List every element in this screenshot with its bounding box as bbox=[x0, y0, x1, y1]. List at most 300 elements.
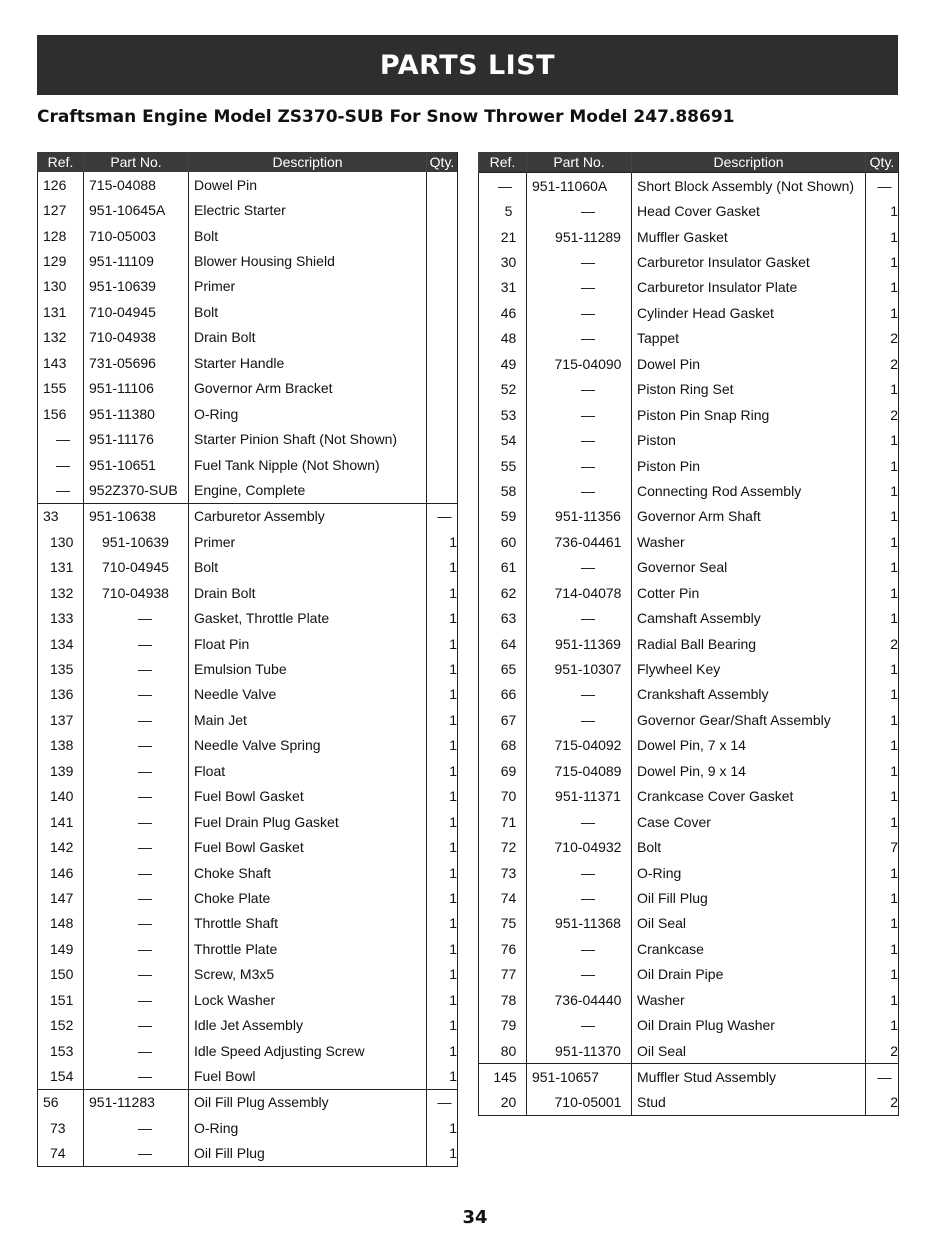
description-cell: Piston bbox=[632, 427, 866, 452]
qty-cell: 1 bbox=[427, 860, 458, 885]
description-cell: Oil Seal bbox=[632, 911, 866, 936]
table-row bbox=[38, 172, 458, 197]
qty-cell: 1 bbox=[427, 733, 458, 758]
table-row bbox=[479, 656, 899, 681]
description-cell: Crankcase bbox=[632, 936, 866, 961]
qty-cell: 1 bbox=[866, 809, 899, 834]
qty-cell: 2 bbox=[866, 351, 899, 376]
part-no-cell: 951-10651 bbox=[84, 452, 189, 477]
part-no-cell: — bbox=[527, 377, 632, 402]
qty-cell: — bbox=[866, 1064, 899, 1090]
description-cell: Emulsion Tube bbox=[189, 656, 427, 681]
qty-cell: 1 bbox=[866, 580, 899, 605]
qty-cell: 1 bbox=[427, 656, 458, 681]
part-no-cell: — bbox=[527, 453, 632, 478]
table-row bbox=[479, 605, 899, 630]
qty-cell: 1 bbox=[866, 962, 899, 987]
part-no-cell: 710-04945 bbox=[84, 555, 189, 580]
qty-cell: 1 bbox=[866, 275, 899, 300]
part-no-cell: 710-05003 bbox=[84, 223, 189, 248]
part-no-cell: 951-11368 bbox=[527, 911, 632, 936]
ref-cell: 59 bbox=[479, 504, 527, 529]
qty-cell: 1 bbox=[427, 1063, 458, 1089]
qty-cell: 1 bbox=[866, 733, 899, 758]
parts-table-right bbox=[478, 152, 899, 1116]
part-no-cell: — bbox=[527, 682, 632, 707]
part-no-cell: 715-04092 bbox=[527, 733, 632, 758]
table-row bbox=[479, 580, 899, 605]
table-header-row bbox=[38, 152, 458, 172]
table-row bbox=[479, 555, 899, 580]
ref-cell: 21 bbox=[479, 224, 527, 249]
description-cell: Needle Valve bbox=[189, 682, 427, 707]
table-row bbox=[38, 1089, 458, 1115]
qty-cell: 1 bbox=[866, 682, 899, 707]
table-row bbox=[479, 733, 899, 758]
part-no-cell: 715-04088 bbox=[84, 172, 189, 197]
qty-cell bbox=[427, 223, 458, 248]
table-row bbox=[38, 477, 458, 503]
description-cell: Float Pin bbox=[189, 631, 427, 656]
header-description: Description bbox=[632, 152, 866, 173]
part-no-cell: — bbox=[84, 1012, 189, 1037]
table-row bbox=[38, 197, 458, 222]
table-row bbox=[38, 733, 458, 758]
header-part-no: Part No. bbox=[527, 152, 632, 173]
qty-cell bbox=[427, 376, 458, 401]
part-no-cell: — bbox=[527, 275, 632, 300]
ref-cell: 80 bbox=[479, 1038, 527, 1064]
ref-cell: 149 bbox=[38, 936, 84, 961]
description-cell: Oil Drain Plug Washer bbox=[632, 1012, 866, 1037]
ref-cell: 130 bbox=[38, 529, 84, 554]
part-no-cell: 951-11356 bbox=[527, 504, 632, 529]
table-row bbox=[479, 962, 899, 987]
table-row bbox=[38, 1038, 458, 1063]
qty-cell: 1 bbox=[866, 784, 899, 809]
part-no-cell: — bbox=[84, 936, 189, 961]
qty-cell: 1 bbox=[866, 987, 899, 1012]
part-no-cell: 951-11380 bbox=[84, 401, 189, 426]
qty-cell: — bbox=[427, 503, 458, 529]
table-row bbox=[38, 682, 458, 707]
table-row bbox=[38, 350, 458, 375]
qty-cell: 1 bbox=[866, 656, 899, 681]
part-no-cell: 951-11106 bbox=[84, 376, 189, 401]
description-cell: Governor Arm Bracket bbox=[189, 376, 427, 401]
table-row bbox=[38, 325, 458, 350]
parts-table-left bbox=[37, 152, 458, 1167]
table-row bbox=[479, 402, 899, 427]
ref-cell: 53 bbox=[479, 402, 527, 427]
part-no-cell: — bbox=[527, 478, 632, 503]
part-no-cell: 951-11176 bbox=[84, 426, 189, 451]
header-ref: Ref. bbox=[38, 152, 84, 172]
part-no-cell: 951-11283 bbox=[84, 1089, 189, 1115]
part-no-cell: — bbox=[84, 733, 189, 758]
table-row bbox=[38, 1141, 458, 1167]
part-no-cell: — bbox=[527, 326, 632, 351]
ref-cell: 133 bbox=[38, 605, 84, 630]
part-no-cell: — bbox=[527, 962, 632, 987]
qty-cell: 1 bbox=[866, 249, 899, 274]
part-no-cell: 951-10639 bbox=[84, 529, 189, 554]
qty-cell: 1 bbox=[427, 911, 458, 936]
description-cell: Idle Speed Adjusting Screw bbox=[189, 1038, 427, 1063]
ref-cell: 77 bbox=[479, 962, 527, 987]
table-row bbox=[38, 555, 458, 580]
qty-cell: 1 bbox=[866, 427, 899, 452]
description-cell: Float bbox=[189, 758, 427, 783]
qty-cell: — bbox=[427, 1089, 458, 1115]
table-row bbox=[38, 503, 458, 529]
ref-cell: — bbox=[479, 173, 527, 199]
qty-cell: 1 bbox=[866, 936, 899, 961]
table-row bbox=[38, 860, 458, 885]
table-row bbox=[479, 275, 899, 300]
qty-cell: 2 bbox=[866, 402, 899, 427]
part-no-cell: — bbox=[527, 605, 632, 630]
part-no-cell: — bbox=[84, 707, 189, 732]
table-row bbox=[38, 987, 458, 1012]
table-row bbox=[479, 249, 899, 274]
description-cell: Drain Bolt bbox=[189, 325, 427, 350]
description-cell: Electric Starter bbox=[189, 197, 427, 222]
qty-cell bbox=[427, 426, 458, 451]
qty-cell: — bbox=[866, 173, 899, 199]
ref-cell: — bbox=[38, 477, 84, 503]
description-cell: Bolt bbox=[189, 555, 427, 580]
ref-cell: 46 bbox=[479, 300, 527, 325]
qty-cell: 1 bbox=[427, 784, 458, 809]
description-cell: Lock Washer bbox=[189, 987, 427, 1012]
ref-cell: 152 bbox=[38, 1012, 84, 1037]
ref-cell: 132 bbox=[38, 325, 84, 350]
qty-cell: 1 bbox=[427, 555, 458, 580]
part-no-cell: 736-04440 bbox=[527, 987, 632, 1012]
description-cell: Primer bbox=[189, 529, 427, 554]
qty-cell: 1 bbox=[427, 834, 458, 859]
description-cell: Washer bbox=[632, 529, 866, 554]
ref-cell: 78 bbox=[479, 987, 527, 1012]
part-no-cell: — bbox=[527, 809, 632, 834]
part-no-cell: 951-11289 bbox=[527, 224, 632, 249]
qty-cell: 1 bbox=[866, 529, 899, 554]
ref-cell: 131 bbox=[38, 555, 84, 580]
page-subtitle: Craftsman Engine Model ZS370-SUB For Snow Thrower Model 247.88691 bbox=[37, 107, 735, 127]
ref-cell: 72 bbox=[479, 834, 527, 859]
part-no-cell: — bbox=[84, 1141, 189, 1167]
qty-cell: 7 bbox=[866, 834, 899, 859]
ref-cell: 140 bbox=[38, 784, 84, 809]
qty-cell bbox=[427, 172, 458, 197]
part-no-cell: — bbox=[527, 885, 632, 910]
qty-cell: 1 bbox=[427, 809, 458, 834]
ref-cell: 134 bbox=[38, 631, 84, 656]
part-no-cell: — bbox=[84, 631, 189, 656]
ref-cell: 48 bbox=[479, 326, 527, 351]
description-cell: Carburetor Assembly bbox=[189, 503, 427, 529]
qty-cell: 1 bbox=[427, 682, 458, 707]
qty-cell: 1 bbox=[866, 377, 899, 402]
description-cell: Piston Pin bbox=[632, 453, 866, 478]
description-cell: Head Cover Gasket bbox=[632, 198, 866, 223]
part-no-cell: — bbox=[527, 249, 632, 274]
description-cell: Governor Gear/Shaft Assembly bbox=[632, 707, 866, 732]
part-no-cell: 715-04089 bbox=[527, 758, 632, 783]
ref-cell: 142 bbox=[38, 834, 84, 859]
qty-cell: 1 bbox=[427, 631, 458, 656]
ref-cell: 129 bbox=[38, 248, 84, 273]
ref-cell: 154 bbox=[38, 1063, 84, 1089]
qty-cell: 1 bbox=[866, 885, 899, 910]
description-cell: Oil Seal bbox=[632, 1038, 866, 1064]
part-no-cell: 731-05696 bbox=[84, 350, 189, 375]
banner-title: PARTS LIST bbox=[379, 49, 556, 81]
table-row bbox=[38, 605, 458, 630]
qty-cell: 2 bbox=[866, 326, 899, 351]
ref-cell: 56 bbox=[38, 1089, 84, 1115]
part-no-cell: 951-11369 bbox=[527, 631, 632, 656]
description-cell: Stud bbox=[632, 1090, 866, 1116]
table-row bbox=[38, 707, 458, 732]
ref-cell: 73 bbox=[38, 1115, 84, 1140]
qty-cell bbox=[427, 477, 458, 503]
table-row bbox=[38, 223, 458, 248]
ref-cell: 143 bbox=[38, 350, 84, 375]
part-no-cell: — bbox=[84, 758, 189, 783]
ref-cell: 137 bbox=[38, 707, 84, 732]
description-cell: Governor Arm Shaft bbox=[632, 504, 866, 529]
qty-cell: 1 bbox=[427, 1012, 458, 1037]
table-row bbox=[479, 911, 899, 936]
description-cell: Main Jet bbox=[189, 707, 427, 732]
ref-cell: 20 bbox=[479, 1090, 527, 1116]
ref-cell: 127 bbox=[38, 197, 84, 222]
ref-cell: 70 bbox=[479, 784, 527, 809]
part-no-cell: — bbox=[84, 834, 189, 859]
ref-cell: 146 bbox=[38, 860, 84, 885]
ref-cell: 148 bbox=[38, 911, 84, 936]
ref-cell: 76 bbox=[479, 936, 527, 961]
table-row bbox=[479, 631, 899, 656]
part-no-cell: — bbox=[527, 198, 632, 223]
description-cell: Idle Jet Assembly bbox=[189, 1012, 427, 1037]
part-no-cell: 736-04461 bbox=[527, 529, 632, 554]
part-no-cell: — bbox=[84, 1063, 189, 1089]
table-row bbox=[38, 631, 458, 656]
table-row bbox=[479, 504, 899, 529]
table-row bbox=[38, 1063, 458, 1089]
description-cell: Dowel Pin, 7 x 14 bbox=[632, 733, 866, 758]
description-cell: O-Ring bbox=[189, 1115, 427, 1140]
description-cell: Crankshaft Assembly bbox=[632, 682, 866, 707]
table-row bbox=[479, 224, 899, 249]
qty-cell bbox=[427, 299, 458, 324]
ref-cell: 145 bbox=[479, 1064, 527, 1090]
description-cell: Case Cover bbox=[632, 809, 866, 834]
header-description: Description bbox=[189, 152, 427, 172]
qty-cell: 1 bbox=[427, 885, 458, 910]
table-row bbox=[38, 1012, 458, 1037]
part-no-cell: — bbox=[84, 1115, 189, 1140]
table-row bbox=[38, 809, 458, 834]
description-cell: Starter Handle bbox=[189, 350, 427, 375]
ref-cell: 150 bbox=[38, 962, 84, 987]
table-row bbox=[38, 401, 458, 426]
table-row bbox=[38, 962, 458, 987]
ref-cell: 75 bbox=[479, 911, 527, 936]
header-ref: Ref. bbox=[479, 152, 527, 173]
ref-cell: 55 bbox=[479, 453, 527, 478]
part-no-cell: — bbox=[84, 911, 189, 936]
description-cell: Piston Pin Snap Ring bbox=[632, 402, 866, 427]
ref-cell: 71 bbox=[479, 809, 527, 834]
ref-cell: 155 bbox=[38, 376, 84, 401]
qty-cell: 1 bbox=[866, 224, 899, 249]
table-row bbox=[479, 1038, 899, 1064]
header-qty: Qty. bbox=[427, 152, 458, 172]
part-no-cell: 710-04945 bbox=[84, 299, 189, 324]
qty-cell bbox=[427, 197, 458, 222]
part-no-cell: 951-10639 bbox=[84, 274, 189, 299]
ref-cell: 60 bbox=[479, 529, 527, 554]
ref-cell: 66 bbox=[479, 682, 527, 707]
description-cell: Carburetor Insulator Gasket bbox=[632, 249, 866, 274]
part-no-cell: 951-10307 bbox=[527, 656, 632, 681]
part-no-cell: 951-10638 bbox=[84, 503, 189, 529]
table-row bbox=[479, 326, 899, 351]
part-no-cell: — bbox=[527, 300, 632, 325]
table-row bbox=[479, 1090, 899, 1116]
qty-cell bbox=[427, 248, 458, 273]
ref-cell: 58 bbox=[479, 478, 527, 503]
part-no-cell: 951-11109 bbox=[84, 248, 189, 273]
qty-cell bbox=[427, 350, 458, 375]
ref-cell: 67 bbox=[479, 707, 527, 732]
part-no-cell: 951-11060A bbox=[527, 173, 632, 199]
table-row bbox=[38, 529, 458, 554]
description-cell: Fuel Drain Plug Gasket bbox=[189, 809, 427, 834]
description-cell: Bolt bbox=[632, 834, 866, 859]
description-cell: Governor Seal bbox=[632, 555, 866, 580]
table-row bbox=[479, 300, 899, 325]
table-header-row bbox=[479, 152, 899, 173]
ref-cell: 156 bbox=[38, 401, 84, 426]
part-no-cell: 715-04090 bbox=[527, 351, 632, 376]
qty-cell: 1 bbox=[427, 758, 458, 783]
description-cell: Bolt bbox=[189, 223, 427, 248]
qty-cell bbox=[427, 325, 458, 350]
parts-list-banner bbox=[37, 35, 898, 95]
qty-cell: 1 bbox=[866, 300, 899, 325]
part-no-cell: 710-04938 bbox=[84, 580, 189, 605]
table-row bbox=[38, 426, 458, 451]
ref-cell: 73 bbox=[479, 860, 527, 885]
description-cell: Carburetor Insulator Plate bbox=[632, 275, 866, 300]
description-cell: Oil Fill Plug bbox=[189, 1141, 427, 1167]
ref-cell: 64 bbox=[479, 631, 527, 656]
table-row bbox=[38, 1115, 458, 1140]
ref-cell: 139 bbox=[38, 758, 84, 783]
part-no-cell: 952Z370-SUB bbox=[84, 477, 189, 503]
ref-cell: 65 bbox=[479, 656, 527, 681]
table-row bbox=[38, 834, 458, 859]
description-cell: Crankcase Cover Gasket bbox=[632, 784, 866, 809]
ref-cell: 131 bbox=[38, 299, 84, 324]
description-cell: Cylinder Head Gasket bbox=[632, 300, 866, 325]
table-row bbox=[38, 274, 458, 299]
description-cell: O-Ring bbox=[632, 860, 866, 885]
part-no-cell: — bbox=[527, 402, 632, 427]
description-cell: Engine, Complete bbox=[189, 477, 427, 503]
part-no-cell: — bbox=[527, 707, 632, 732]
qty-cell: 1 bbox=[866, 605, 899, 630]
ref-cell: 61 bbox=[479, 555, 527, 580]
part-no-cell: 710-05001 bbox=[527, 1090, 632, 1116]
table-row bbox=[479, 834, 899, 859]
description-cell: Piston Ring Set bbox=[632, 377, 866, 402]
description-cell: Throttle Plate bbox=[189, 936, 427, 961]
ref-cell: 54 bbox=[479, 427, 527, 452]
description-cell: Cotter Pin bbox=[632, 580, 866, 605]
part-no-cell: 951-10657 bbox=[527, 1064, 632, 1090]
description-cell: Drain Bolt bbox=[189, 580, 427, 605]
part-no-cell: — bbox=[84, 987, 189, 1012]
description-cell: Primer bbox=[189, 274, 427, 299]
table-row bbox=[479, 860, 899, 885]
ref-cell: 79 bbox=[479, 1012, 527, 1037]
qty-cell bbox=[427, 452, 458, 477]
ref-cell: 68 bbox=[479, 733, 527, 758]
ref-cell: 31 bbox=[479, 275, 527, 300]
part-no-cell: — bbox=[527, 555, 632, 580]
part-no-cell: 951-10645A bbox=[84, 197, 189, 222]
qty-cell bbox=[427, 274, 458, 299]
description-cell: Radial Ball Bearing bbox=[632, 631, 866, 656]
description-cell: O-Ring bbox=[189, 401, 427, 426]
table-row bbox=[479, 351, 899, 376]
description-cell: Oil Fill Plug Assembly bbox=[189, 1089, 427, 1115]
table-row bbox=[38, 885, 458, 910]
description-cell: Starter Pinion Shaft (Not Shown) bbox=[189, 426, 427, 451]
table-row bbox=[479, 707, 899, 732]
table-row bbox=[479, 198, 899, 223]
qty-cell: 1 bbox=[427, 1115, 458, 1140]
table-row bbox=[479, 936, 899, 961]
ref-cell: — bbox=[38, 452, 84, 477]
header-qty: Qty. bbox=[866, 152, 899, 173]
table-row bbox=[479, 682, 899, 707]
description-cell: Fuel Bowl Gasket bbox=[189, 834, 427, 859]
part-no-cell: — bbox=[84, 605, 189, 630]
table-row bbox=[38, 784, 458, 809]
qty-cell bbox=[427, 401, 458, 426]
ref-cell: 30 bbox=[479, 249, 527, 274]
part-no-cell: — bbox=[527, 427, 632, 452]
qty-cell: 1 bbox=[866, 555, 899, 580]
part-no-cell: 714-04078 bbox=[527, 580, 632, 605]
part-no-cell: — bbox=[84, 885, 189, 910]
description-cell: Choke Plate bbox=[189, 885, 427, 910]
ref-cell: 130 bbox=[38, 274, 84, 299]
description-cell: Bolt bbox=[189, 299, 427, 324]
qty-cell: 1 bbox=[866, 478, 899, 503]
table-row bbox=[479, 427, 899, 452]
qty-cell: 1 bbox=[866, 198, 899, 223]
table-row bbox=[38, 452, 458, 477]
description-cell: Choke Shaft bbox=[189, 860, 427, 885]
